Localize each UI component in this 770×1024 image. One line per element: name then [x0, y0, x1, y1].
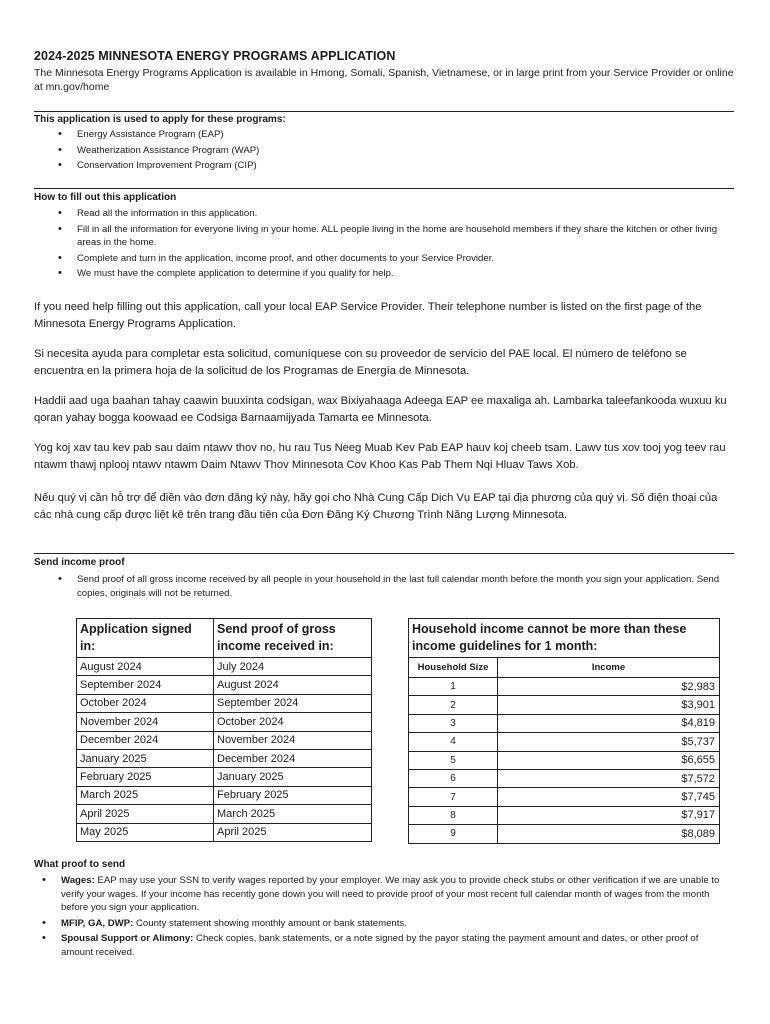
list-item: • Conservation Improvement Program (CIP) — [34, 158, 259, 174]
table-row — [77, 786, 372, 804]
table-row — [409, 696, 720, 714]
household-size-cell: 6 — [409, 769, 498, 787]
list-item: • Read all the information in this application. — [34, 207, 724, 221]
income-cell: $7,917 — [498, 806, 720, 824]
income-cell: $4,819 — [498, 714, 720, 732]
signed-month-cell: February 2025 — [77, 768, 214, 786]
income-cell: $7,745 — [498, 788, 720, 806]
section-divider — [34, 111, 734, 112]
signed-month-cell: April 2025 — [77, 805, 214, 823]
signed-month-cell: March 2025 — [77, 786, 214, 804]
signed-month-cell: September 2024 — [77, 676, 214, 694]
table-row — [409, 788, 720, 806]
table-row — [77, 658, 372, 676]
proof-month-cell: February 2025 — [214, 786, 372, 804]
table-row — [409, 769, 720, 787]
income-cell: $2,983 — [498, 678, 720, 696]
proof-month-cell: March 2025 — [214, 805, 372, 823]
table-row — [77, 694, 372, 712]
proof-label: Spousal Support or Alimony: — [61, 933, 194, 944]
proof-text: Check copies, bank statements, or a note signed by the payor stating the payment amount and dates, or other proof of amount received. — [61, 933, 699, 958]
help-paragraph-somali: Haddii aad uga baahan tahay caawin buuxinta codsigan, wax Bixiyahaaga Adeega EAP ee maxaliga ah. Lambarka taleefankooda wuxuu ku qoran yahay bogga koowaad ee Codsiga Barnaamijyada Tamarta ee Minnesota. — [34, 395, 727, 424]
list-item: • We must have the complete application to determine if you qualify for help. — [34, 267, 724, 281]
proof-month-cell: August 2024 — [214, 676, 372, 694]
signed-month-cell: December 2024 — [77, 731, 214, 749]
section-divider — [34, 553, 734, 554]
income-cell: $6,655 — [498, 751, 720, 769]
household-size-cell: 8 — [409, 806, 498, 824]
programs-heading: This application is used to apply for these programs: — [34, 114, 286, 125]
income-table-title: Household income cannot be more than these income guidelines for 1 month: — [409, 619, 720, 658]
list-item — [18, 874, 728, 915]
proof-month-cell: September 2024 — [214, 694, 372, 712]
proof-month-cell: July 2024 — [214, 658, 372, 676]
income-guidelines-table — [408, 618, 720, 844]
proof-month-cell: December 2024 — [214, 749, 372, 767]
income-col-header: Income — [498, 658, 720, 678]
help-paragraph-hmong: Yog koj xav tau kev pab sau daim ntawv thov no, hu rau Tus Neeg Muab Kev Pab EAP hauv koj cheeb tsam. Lawv tus xov tooj yog teev rau ntawm thawj nplooj ntawv ntawm Daim Ntawv Thov Minnesota Cov Khoo Kas Pab Them Nqi Hluav Taws Xob. — [34, 442, 726, 471]
proof-month-cell: April 2025 — [214, 823, 372, 841]
table-row — [409, 806, 720, 824]
signed-month-cell: August 2024 — [77, 658, 214, 676]
months-col-header: Application signed in: — [77, 619, 214, 658]
table-row — [77, 749, 372, 767]
household-size-cell: 4 — [409, 733, 498, 751]
household-size-cell: 3 — [409, 714, 498, 732]
how-to-list — [34, 207, 724, 283]
months-col-header: Send proof of gross income received in: — [214, 619, 372, 658]
proof-label: MFIP, GA, DWP: — [61, 917, 134, 929]
income-proof-heading: Send income proof — [34, 557, 125, 568]
help-paragraph-spanish: Si necesita ayuda para completar esta solicitud, comuníquese con su proveedor de servicio del PAE local. El número de teléfono se encuentra en la primera hoja de la solicitud de los Programas de Energía de Minnesota. — [34, 348, 687, 377]
help-paragraph-vietnamese: Nếu quý vị cần hỗ trợ để điền vào đơn đăng ký này, hãy gọi cho Nhà Cung Cấp Dịch Vụ EAP tại địa phương của quý vị. Số điện thoại của các nhà cung cấp được liệt kê trên trang đầu tiên của Đơn Đăng Ký Chương Trình Năng Lượng Minnesota. — [34, 492, 718, 521]
signed-month-cell: October 2024 — [77, 694, 214, 712]
intro-text: The Minnesota Energy Programs Application is available in Hmong, Somali, Spanish, Vietnamese, or in large print from your Service Provider or online at mn.gov/home — [34, 67, 734, 93]
table-row — [409, 751, 720, 769]
table-row — [77, 823, 372, 841]
list-item: • Energy Assistance Program (EAP) — [34, 127, 259, 143]
signed-month-cell: November 2024 — [77, 713, 214, 731]
list-item: • Complete and turn in the application, income proof, and other documents to your Service Provider. — [34, 252, 724, 266]
page-title: 2024-2025 MINNESOTA ENERGY PROGRAMS APPLICATION — [34, 49, 396, 63]
proof-month-cell: October 2024 — [214, 713, 372, 731]
table-row — [77, 805, 372, 823]
household-size-cell: 2 — [409, 696, 498, 714]
income-cell: $8,089 — [498, 825, 720, 843]
table-row — [77, 768, 372, 786]
signed-month-cell: January 2025 — [77, 749, 214, 767]
household-size-cell: 7 — [409, 788, 498, 806]
proof-text: County statement showing monthly amount or bank statements. — [133, 917, 407, 929]
table-row — [77, 676, 372, 694]
list-item — [18, 932, 728, 959]
proof-label: Wages: — [61, 875, 95, 886]
table-row — [409, 678, 720, 696]
proof-text: EAP may use your SSN to verify wages reported by your employer. We may ask you to provide check stubs or other verification if we are unable to verify your wages. If your income has recently gone down you will need to provide proof of your most recent full calendar month of wages from the month before you sign your application. — [61, 875, 720, 913]
income-proof-list — [34, 573, 724, 602]
table-row — [409, 714, 720, 732]
signed-month-cell: May 2025 — [77, 823, 214, 841]
section-divider — [34, 188, 734, 189]
list-item — [18, 917, 728, 931]
household-size-cell: 5 — [409, 751, 498, 769]
proof-month-cell: November 2024 — [214, 731, 372, 749]
table-row — [77, 713, 372, 731]
table-row — [409, 825, 720, 843]
months-table — [76, 618, 372, 842]
income-cell: $3,901 — [498, 696, 720, 714]
how-to-heading: How to fill out this application — [34, 192, 177, 203]
what-proof-heading: What proof to send — [34, 859, 126, 870]
list-item: • Fill in all the information for everyone living in your home. ALL people living in the home are household members if they share the kitchen or other living areas in the home. — [34, 223, 724, 250]
proof-month-cell: January 2025 — [214, 768, 372, 786]
list-item: • Send proof of all gross income received by all people in your household in the last full calendar month before the month you sign your application. Send copies, originals will not be returned. — [34, 573, 724, 600]
table-row — [409, 733, 720, 751]
income-col-header: Household Size — [409, 658, 498, 678]
what-proof-list — [18, 874, 728, 961]
help-paragraph-english: If you need help filling out this application, call your local EAP Service Provider. Their telephone number is listed on the first page of the Minnesota Energy Programs Application. — [34, 301, 702, 330]
income-cell: $7,572 — [498, 769, 720, 787]
household-size-cell: 9 — [409, 825, 498, 843]
list-item: • Weatherization Assistance Program (WAP) — [34, 143, 259, 159]
income-cell: $5,737 — [498, 733, 720, 751]
programs-list — [34, 127, 259, 174]
table-row — [77, 731, 372, 749]
household-size-cell: 1 — [409, 678, 498, 696]
